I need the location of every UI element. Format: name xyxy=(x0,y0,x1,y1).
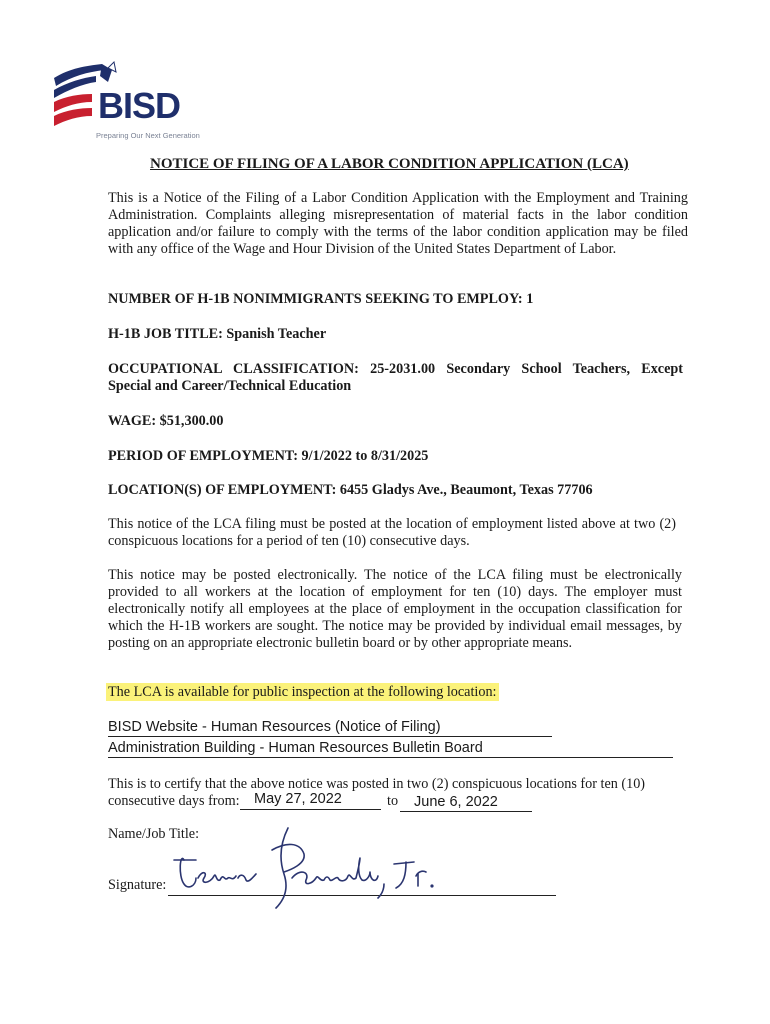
inspection-location-2: Administration Building - Human Resources Bulletin Board xyxy=(108,740,483,756)
field-wage-value: $51,300.00 xyxy=(159,413,224,429)
from-date: May 27, 2022 xyxy=(254,791,342,807)
logo-tagline: Preparing Our Next Generation xyxy=(96,131,200,140)
field-wage-label: WAGE: xyxy=(108,413,157,429)
inspection-location-1: BISD Website - Human Resources (Notice of Filing) xyxy=(108,719,441,735)
intro-paragraph: This is a Notice of the Filing of a Labor Condition Application with the Employment and Training Administration. Complaints alleging misrepresentation of material facts in the labor condition application and/or failure to comply with the terms of the labor condition application may be filed with any office of the Wage and Hour Division of the United States Department of Labor. xyxy=(108,190,688,257)
field-job-title-value: Spanish Teacher xyxy=(226,326,327,342)
to-date: June 6, 2022 xyxy=(414,794,498,810)
page-title: NOTICE OF FILING OF A LABOR CONDITION APPLICATION (LCA) xyxy=(150,156,629,172)
field-location-label: LOCATION(S) OF EMPLOYMENT: xyxy=(108,482,337,498)
electronic-notice-paragraph: This notice may be posted electronically. The notice of the LCA filing must be electronically provided to all workers at the location of employment for ten (10) days. The employer must electronically notify all employees at the place of employment in the occupation classification for which the H-1B workers are sought. The notice may be provided by individual email messages, by posting on an appropriate electronic bulletin board or by other appropriate means. xyxy=(108,567,682,651)
underline-rule xyxy=(400,811,532,812)
bisd-logo xyxy=(52,60,222,140)
field-location xyxy=(108,482,698,499)
certify-paragraph: This is to certify that the above notice was posted in two (2) conspicuous locations for ten (10) consecutive days from: xyxy=(108,776,646,809)
inspection-label: The LCA is available for public inspection at the following location: xyxy=(108,684,497,700)
field-period-value: 9/1/2022 to 8/31/2025 xyxy=(301,448,429,464)
field-period xyxy=(108,448,698,465)
underline-rule xyxy=(108,736,552,737)
field-occupation-label: OCCUPATIONAL CLASSIFICATION: xyxy=(108,361,359,377)
field-occupation-value: 25-2031.00 Secondary School Teachers, Except Special and Career/Technical Education xyxy=(108,361,684,394)
field-number xyxy=(108,291,698,308)
name-job-title-label: Name/Job Title: xyxy=(108,826,200,842)
field-job-title-label: H-1B JOB TITLE: xyxy=(108,326,223,342)
underline-rule xyxy=(108,757,673,758)
field-number-label: NUMBER OF H-1B NONIMMIGRANTS SEEKING TO EMPLOY: xyxy=(108,291,523,307)
field-wage xyxy=(108,413,698,430)
field-location-value: 6455 Gladys Ave., Beaumont, Texas 77706 xyxy=(339,482,593,498)
field-number-value: 1 xyxy=(526,291,534,307)
field-occupation xyxy=(108,361,683,395)
underline-rule xyxy=(240,809,381,810)
posting-notice-paragraph: This notice of the LCA filing must be posted at the location of employment listed above at two (2) conspicuous locations for a period of ten (10) consecutive days. xyxy=(108,516,676,549)
signature-image xyxy=(160,820,460,910)
to-word: to xyxy=(387,793,399,809)
field-period-label: PERIOD OF EMPLOYMENT: xyxy=(108,448,298,464)
signature-label: Signature: xyxy=(108,877,167,893)
logo-wordmark: BISD xyxy=(98,85,181,126)
field-job-title xyxy=(108,326,698,343)
